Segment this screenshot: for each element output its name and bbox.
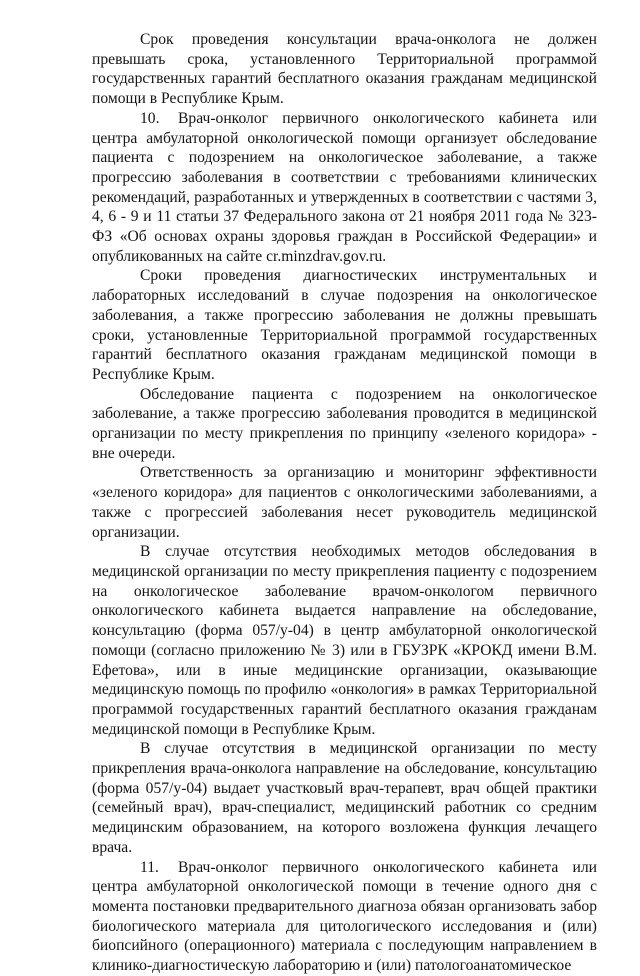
paragraph-responsibility (92, 463, 597, 542)
paragraph-11 (92, 858, 597, 976)
paragraph-text: Сроки проведения диагностических инструментальных и лабораторных исследований в случае подозрения на онкологическое заболевания, а также прогрессию заболевания не должны превышать сроки, установленные Территориальной программой государственных гарантий бесплатного оказания гражданам медицинской помощи в Республике Крым. (92, 267, 597, 383)
paragraph-10 (92, 109, 597, 267)
paragraph-text: В случае отсутствия в медицинской организации по месту прикрепления врача-онколога направление на обследование, консультацию (форма 057/у-04) выдает участковый врач-терапевт, врач общей практики (семейный врач), врач-специалист, медицинский работник со средним медицинским образованием, на которого возложена функция лечащего врача. (92, 740, 597, 856)
paragraph-referral-therapist (92, 739, 597, 857)
paragraph-text: Врач-онколог первичного онкологического кабинета или центра амбулаторной онкологической помощи в течение одного дня с момента постановки предварительного диагноза обязан организовать забор биологического материала для цитологического исследования и (или) биопсийного (операционного) материала с последующим направлением в клинико-диагностическую лабораторию и (или) патологоанатомическое (92, 858, 597, 975)
paragraph-green-corridor (92, 385, 597, 464)
document-page (92, 30, 597, 976)
paragraph-referral-oncologist (92, 542, 597, 739)
paragraph-text: Ответственность за организацию и мониторинг эффективности «зеленого коридора» для пациентов с онкологическими заболеваниями, а также с прогрессией заболевания несет руководитель медицинской организации. (92, 464, 597, 541)
paragraph-consultation-term (92, 30, 597, 109)
paragraph-text: Обследование пациента с подозрением на онкологическое заболевание, а также прогрессию заболевания проводится в медицинской организации по месту прикрепления по принципу «зеленого коридора» - вне очереди. (92, 385, 597, 462)
paragraph-number: 10. (140, 109, 160, 127)
paragraph-number: 11. (140, 858, 159, 876)
paragraph-diagnostic-terms (92, 266, 597, 384)
paragraph-text: В случае отсутствия необходимых методов обследования в медицинской организации по месту прикрепления пациенту с подозрением на онкологическое заболевание врачом-онкологом первичного онкологического кабинета выдается направление на обследование, консультацию (форма 057/у-04) в центр амбулаторной онкологической помощи (согласно приложению № 3) или в ГБУЗРК «КРОКД имени В.М. Ефетова», или в иные медицинские организации, оказывающие медицинскую помощь по профилю «онкология» в рамках Территориальной программой государственных гарантий бесплатного оказания гражданам медицинской помощи в Республике Крым. (92, 543, 597, 738)
paragraph-text: Срок проведения консультации врача-онколога не должен превышать срока, установленного Территориальной программой государственных гарантий бесплатного оказания гражданам медицинской помощи в Республике Крым. (92, 31, 597, 108)
paragraph-text: Врач-онколог первичного онкологического кабинета или центра амбулаторной онкологической помощи организует обследование пациента с подозрением на онкологическое заболевание, а также прогрессию заболевания в соответствии с требованиями клинических рекомендаций, разработанных и утвержденных в соответствии с частями 3, 4, 6 - 9 и 11 статьи 37 Федерального закона от 21 ноября 2011 года № 323-ФЗ «Об основах охраны здоровья граждан в Российской Федерации» и опубликованных на сайте cr.minzdrav.gov.ru. (92, 109, 597, 265)
